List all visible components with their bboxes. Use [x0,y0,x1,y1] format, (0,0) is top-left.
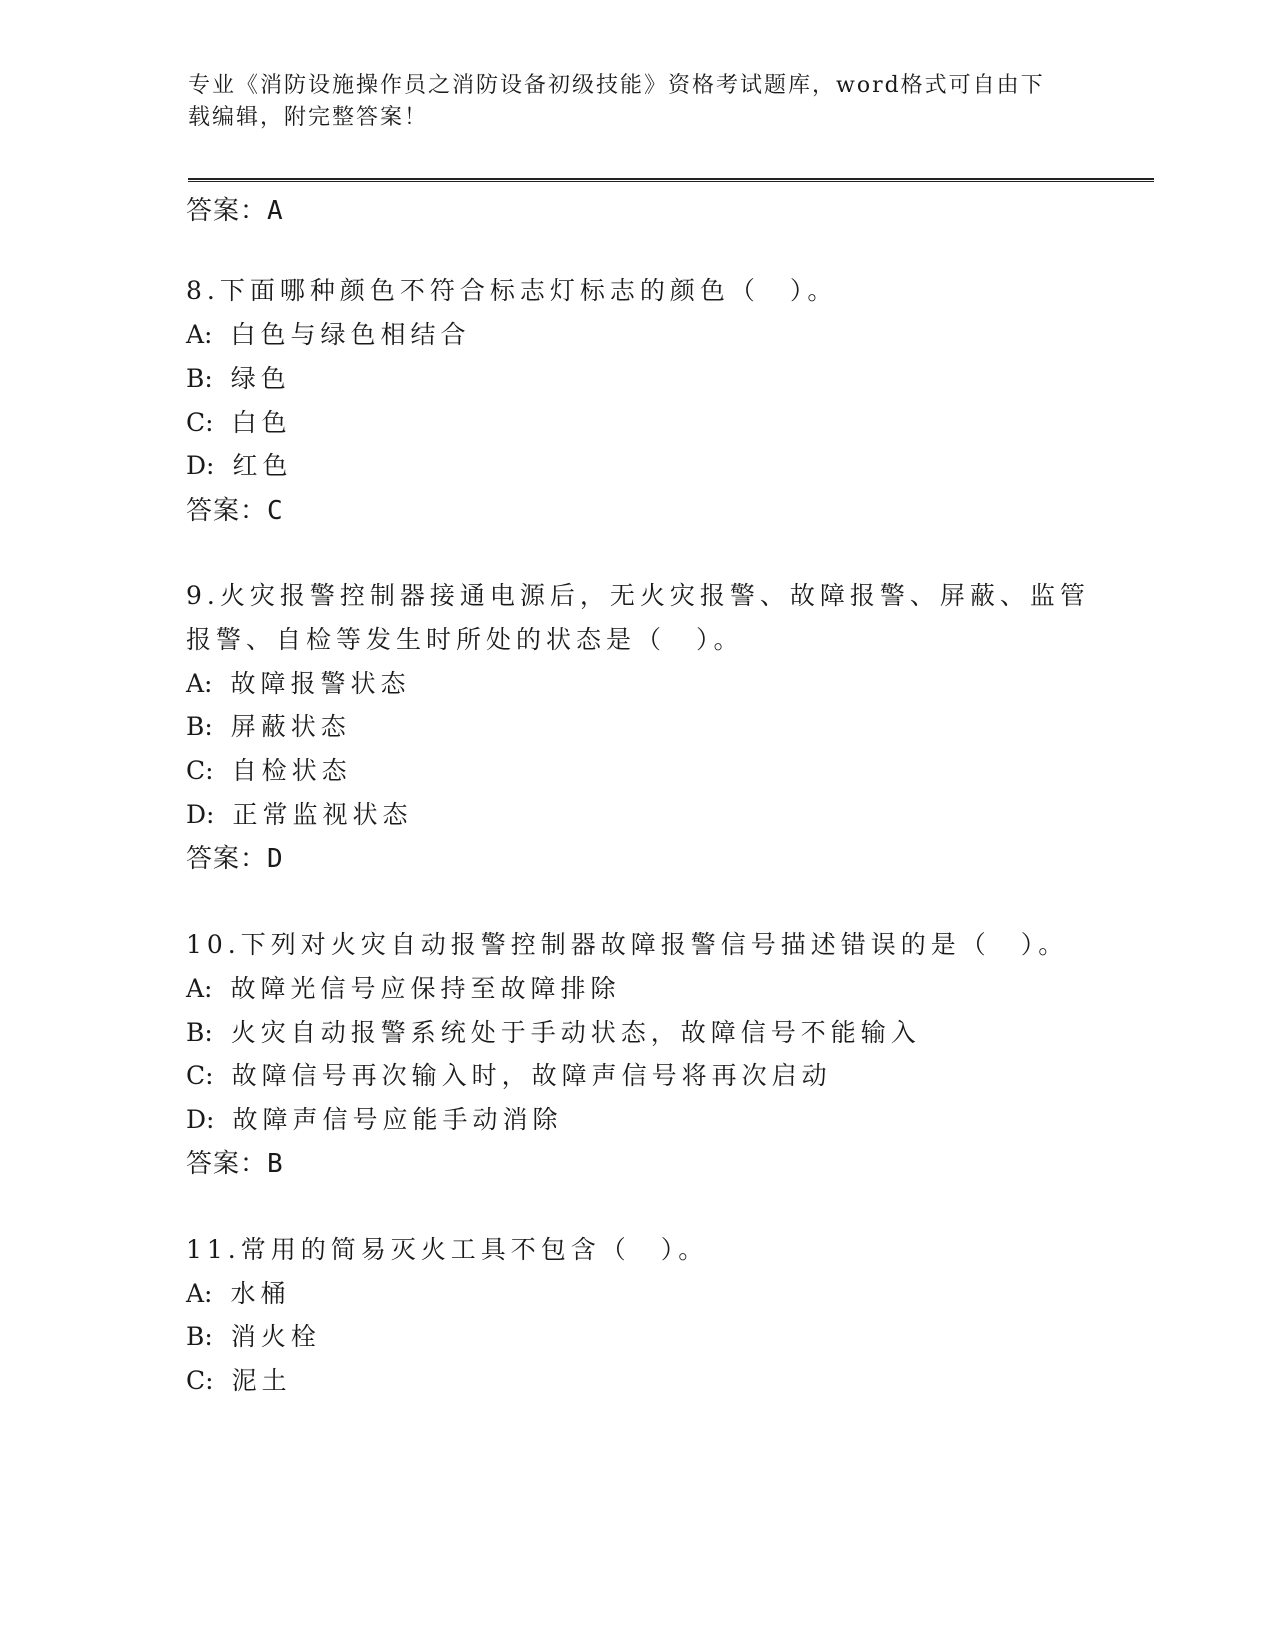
option-text: 白色与绿色相结合 [230,320,471,349]
option-text: 自检状态 [231,756,352,785]
answer-value: B [267,1149,284,1179]
option-key: C: [186,1061,214,1090]
option-key: A: [186,1279,213,1308]
question-9-option-a [186,669,411,699]
option-text: 泥土 [231,1366,292,1395]
option-key: A: [186,669,213,698]
option-text: 消火栓 [230,1322,321,1351]
answer-line [186,196,284,226]
question-11-option-b [186,1322,321,1352]
document-header: 专业《消防设施操作员之消防设备初级技能》资格考试题库，word格式可自由下载编辑，附完整答案！ [188,73,1045,130]
option-key: B: [186,364,213,393]
answer-value: A [267,196,284,226]
header-divider [188,178,1154,182]
question-8-option-a [186,320,471,350]
question-10-stem: 10.下列对火灾自动报警控制器故障报警信号描述错误的是（ ）。 [186,930,1069,959]
question-10-option-d [186,1105,562,1135]
question-9-option-b [186,712,351,742]
answer-line [186,496,284,526]
question-11-option-c [186,1366,292,1396]
option-key: A: [186,320,213,349]
answer-value: C [267,496,284,526]
option-key: B: [186,712,213,741]
question-8-stem: 8.下面哪种颜色不符合标志灯标志的颜色（ ）。 [186,276,838,305]
option-key: C: [186,408,214,437]
question-11-stem: 11.常用的简易灭火工具不包含（ ）。 [186,1235,709,1264]
option-key: C: [186,756,214,785]
option-key: D: [186,1105,215,1134]
option-key: D: [186,451,215,480]
answer-label: 答案： [186,1149,268,1179]
answer-value: D [267,844,284,874]
option-key: A: [186,974,213,1003]
question-8-option-d [186,451,292,481]
option-text: 故障声信号应能手动消除 [232,1105,563,1134]
question-11-option-a [186,1279,291,1309]
question-10-option-a [186,974,621,1004]
option-text: 火灾自动报警系统处于手动状态，故障信号不能输入 [230,1018,921,1047]
question-10-option-c [186,1061,832,1091]
option-text: 绿色 [230,364,291,393]
option-text: 红色 [232,451,293,480]
answer-label: 答案： [186,496,268,526]
option-text: 白色 [231,408,292,437]
option-text: 故障光信号应保持至故障排除 [230,974,621,1003]
answer-line [186,1149,284,1179]
option-key: D: [186,800,215,829]
option-text: 正常监视状态 [232,800,413,829]
question-8-option-b [186,364,291,394]
answer-label: 答案： [186,844,268,874]
option-key: B: [186,1018,213,1047]
option-text: 屏蔽状态 [230,712,351,741]
question-9-stem-line2: 报警、自检等发生时所处的状态是（ ）。 [186,625,744,654]
answer-line [186,844,284,874]
question-8-option-c [186,408,292,438]
option-key: C: [186,1366,214,1395]
option-text: 故障信号再次输入时，故障声信号将再次启动 [231,1061,832,1090]
answer-label: 答案： [186,196,268,226]
option-text: 水桶 [230,1279,291,1308]
question-9-option-d [186,800,412,830]
option-key: B: [186,1322,213,1351]
question-10-option-b [186,1018,921,1048]
question-9-stem-line1: 9.火灾报警控制器接通电源后，无火灾报警、故障报警、屏蔽、监管 [186,581,1090,610]
option-text: 故障报警状态 [230,669,411,698]
question-9-option-c [186,756,352,786]
